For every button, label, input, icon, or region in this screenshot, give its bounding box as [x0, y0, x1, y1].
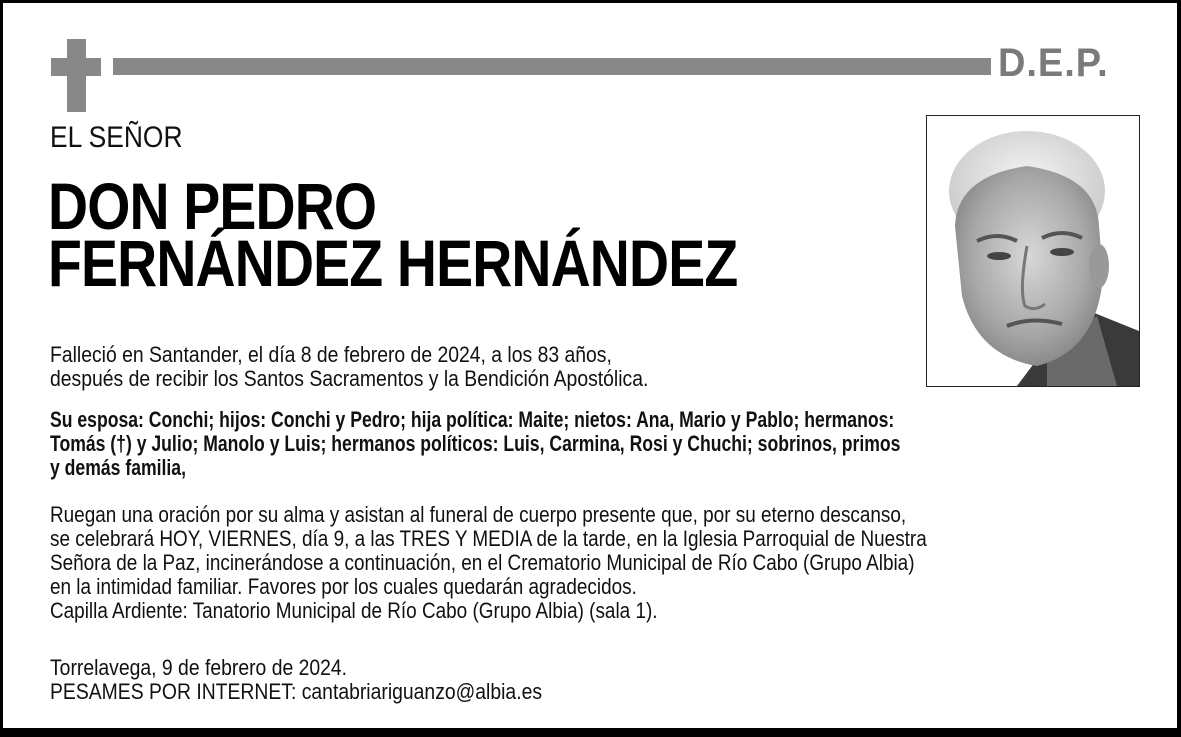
funeral-line: Señora de la Paz, incinerándose a continuación, en el Crematorio Municipal de Río Cabo (Grupo Albia) — [50, 550, 915, 575]
portrait-photo — [926, 115, 1140, 387]
funeral-line: Ruegan una oración por su alma y asistan al funeral de cuerpo presente que, por su eterno descanso, — [50, 502, 907, 527]
funeral-line: se celebrará HOY, VIERNES, día 9, a las TRES Y MEDIA de la tarde, en la Iglesia Parroquial de Nuestra — [50, 526, 927, 551]
header-rule — [113, 58, 991, 75]
deceased-name-line2: FERNÁNDEZ HERNÁNDEZ — [48, 226, 738, 300]
death-notice — [50, 343, 648, 391]
place-date: Torrelavega, 9 de febrero de 2024. — [50, 655, 348, 680]
deceased-name-line1: DON PEDRO — [48, 169, 377, 243]
portrait-icon — [927, 116, 1139, 386]
obituary-card — [3, 3, 1177, 728]
death-notice-line: después de recibir los Santos Sacramentos y la Bendición Apostólica. — [50, 366, 649, 391]
dep-label: D.E.P. — [998, 41, 1109, 85]
honorific: EL SEÑOR — [50, 121, 183, 154]
funeral-line: Capilla Ardiente: Tanatorio Municipal de Río Cabo (Grupo Albia) (sala 1). — [50, 598, 658, 623]
death-notice-line: Falleció en Santander, el día 8 de febrero de 2024, a los 83 años, — [50, 342, 612, 367]
funeral-line: en la intimidad familiar. Favores por los cuales quedarán agradecidos. — [50, 574, 637, 599]
cross-icon-arm — [51, 58, 101, 76]
family-line: Tomás (†) y Julio; Manolo y Luis; hermanos políticos: Luis, Carmina, Rosi y Chuchi; sobrinos, primos — [50, 431, 901, 456]
condolences — [50, 680, 542, 704]
family-list — [50, 408, 900, 480]
family-line: y demás familia, — [50, 455, 186, 480]
family-line: Su esposa: Conchi; hijos: Conchi y Pedro; hija política: Maite; nietos: Ana, Mario y Pablo; hermanos: — [50, 407, 895, 432]
funeral-details — [50, 503, 927, 623]
condolences-email-link[interactable]: cantabriariguanzo@albia.es — [301, 679, 543, 704]
condolences-label: PESAMES POR INTERNET: — [50, 679, 302, 704]
footer — [50, 656, 542, 704]
